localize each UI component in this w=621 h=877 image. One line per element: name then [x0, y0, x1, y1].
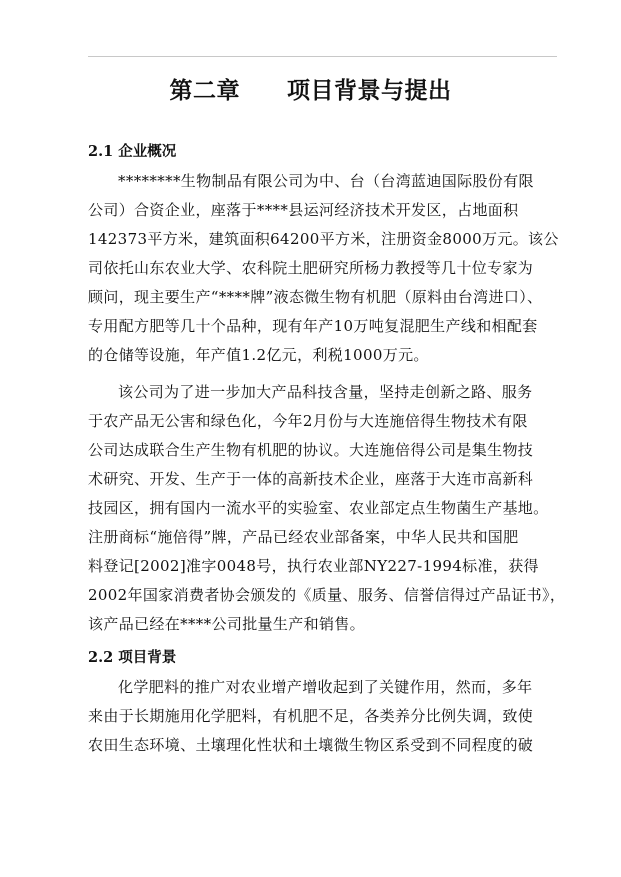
section-heading: 2.2 项目背景: [88, 649, 177, 666]
paragraph-line: ********生物制品有限公司为中、台（台湾蓝迪国际股份有限: [118, 172, 534, 190]
paragraph-line: 司依托山东农业大学、农科院土肥研究所杨力教授等几十位专家为: [88, 259, 534, 277]
paragraph-line: 于农产品无公害和绿色化，今年2月份与大连施倍得生物技术有限: [88, 412, 528, 430]
paragraph-line: 顾问，现主要生产“****牌”液态微生物有机肥（原料由台湾进口）、: [88, 288, 543, 306]
chapter-title: 第二章 项目背景与提出: [169, 78, 452, 104]
paragraph: [88, 167, 558, 370]
paragraph-line: 该产品已经在****公司批量生产和销售。: [88, 615, 366, 633]
paragraph-line: 2002年国家消费者协会颁发的《质量、服务、信誉信得过产品证书》，: [88, 586, 566, 604]
document-body: [88, 139, 566, 768]
section-project-background: [88, 645, 558, 760]
paragraph-line: 来由于长期施用化学肥料，有机肥不足，各类养分比例失调，致使: [88, 707, 534, 725]
paragraph-line: 化学肥料的推广对农业增产增收起到了关键作用，然而，多年: [118, 678, 533, 696]
paragraph-line: 的仓储等设施，年产值1.2亿元，利税1000万元。: [88, 346, 429, 364]
paragraph-line: 术研究、开发、生产于一体的高新技术企业，座落于大连市高新科: [88, 470, 534, 488]
paragraph-line: 公司达成联合生产生物有机肥的协议。大连施倍得公司是集生物技: [88, 441, 534, 459]
paragraph-line: 技园区，拥有国内一流水平的实验室、农业部定点生物菌生产基地。: [88, 499, 549, 517]
paragraph-line: 142373平方米，建筑面积64200平方米，注册资金8000万元。该公: [88, 230, 559, 248]
paragraph-line: 公司）合资企业，座落于****县运河经济技术开发区，占地面积: [88, 201, 519, 219]
paragraph: [88, 673, 558, 760]
paragraph: [88, 378, 566, 639]
section-enterprise-overview: [88, 139, 566, 639]
section-heading: 2.1 企业概况: [88, 143, 177, 160]
paragraph-line: 农田生态环境、土壤理化性状和土壤微生物区系受到不同程度的破: [88, 736, 534, 754]
paragraph-line: 料登记[2002]准字0048号，执行农业部NY227-1994标准，获得: [88, 557, 539, 575]
paragraph-line: 专用配方肥等几十个品种，现有年产10万吨复混肥生产线和相配套: [88, 317, 538, 335]
paragraph-line: 该公司为了进一步加大产品科技含量，坚持走创新之路、服务: [118, 383, 533, 401]
paragraph-line: 注册商标“施倍得”牌，产品已经农业部备案，中华人民共和国肥: [88, 528, 519, 546]
header-rule: [88, 56, 557, 57]
